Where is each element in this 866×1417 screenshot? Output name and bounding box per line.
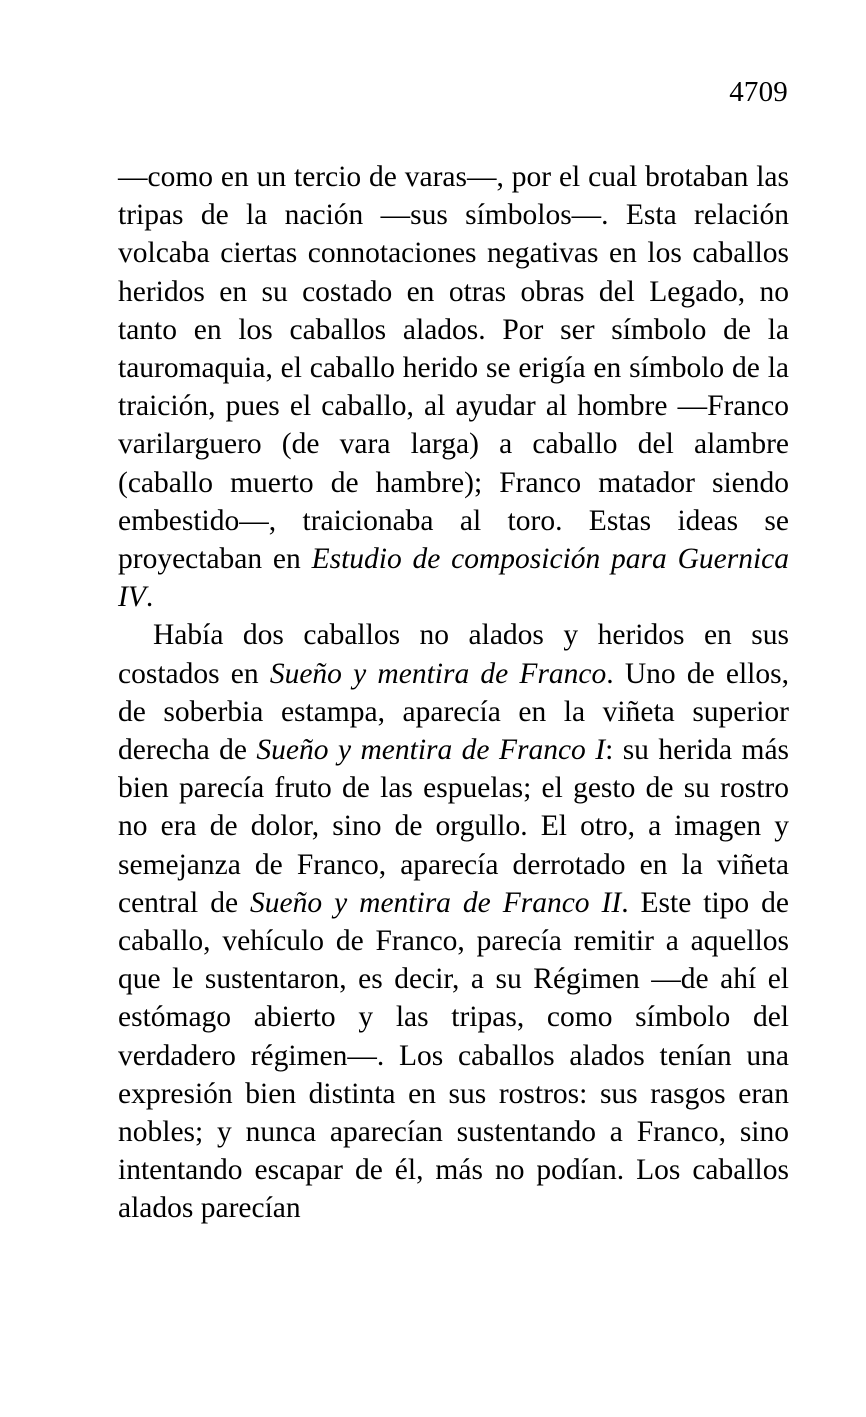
paragraph (118, 158, 789, 616)
body-text-block (118, 158, 789, 1228)
page-number: 4709 (729, 76, 788, 108)
text-run: . Uno de ellos, de soberbia estampa, aparecía en la viñeta superior derecha de (118, 657, 789, 767)
italic-title: Sueño y mentira de Franco (269, 657, 607, 690)
italic-title: Estudio de composición para Guernica IV (118, 543, 789, 614)
text-run: —como en un tercio de varas—, por el cual brotaban las tripas de la nación —sus símbolos—. Esta relación volcaba ciertas connotaciones negativas en los caballos heridos en su costado en otras obras del Legado, no tanto en los caballos alados. Por ser símbolo de la tauromaquia, el caballo herido se erigía en símbolo de la traición, pues el caballo, al ayudar al hombre —Franco varilarguero (de vara larga) a caballo del alambre (caballo muerto de hambre); Franco matador siendo embestido—, traicionaba al toro. Estas ideas se proyectaban en (118, 161, 789, 576)
text-run: : su herida más bien parecía fruto de las espuelas; el gesto de su rostro no era de dolor, sino de orgullo. El otro, a imagen y semejanza de Franco, aparecía derrotado en la viñeta central de (118, 734, 790, 919)
text-run: Había dos caballos no alados y heridos en sus costados en (118, 619, 789, 690)
paragraph (118, 616, 789, 1227)
text-run: . Este tipo de caballo, vehículo de Franco, parecía remitir a aquellos que le sustentaron, es decir, a su Régimen —de ahí el estómago abierto y las tripas, como símbolo del verdadero régimen—. Los caballos alados tenían una expresión bien distinta en sus rostros: sus rasgos eran nobles; y nunca aparecían sustentando a Franco, sino intentando escapar de él, más no podían. Los caballos alados parecían (118, 886, 789, 1225)
text-run: . (145, 581, 154, 614)
italic-title: Sueño y mentira de Franco I (256, 734, 606, 767)
italic-title: Sueño y mentira de Franco II (250, 886, 622, 919)
